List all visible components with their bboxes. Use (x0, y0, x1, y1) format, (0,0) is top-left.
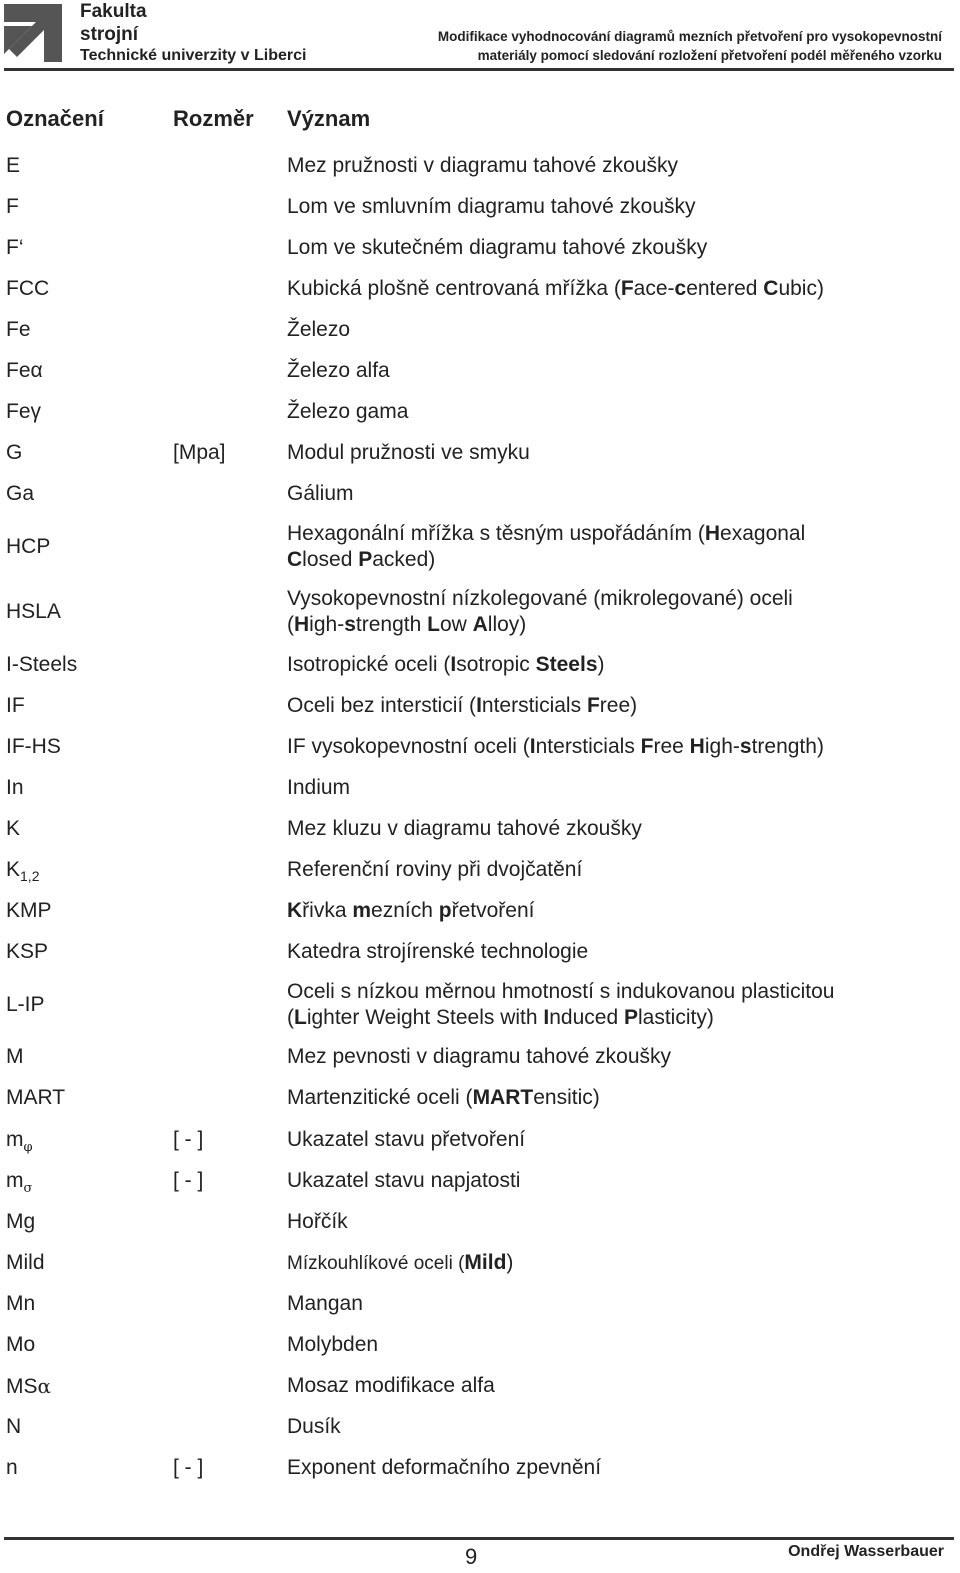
row-meaning: Mízkouhlíkové oceli (Mild) (287, 1251, 514, 1274)
footer-divider (4, 1537, 954, 1540)
row-symbol: In (6, 776, 24, 799)
row-symbol: HSLA (6, 600, 61, 623)
row-meaning: Oceli s nízkou měrnou hmotností s indukovanou plasticitou (Lighter Weight Steels with Induced Plasticity) (287, 980, 835, 1029)
row-symbol: HCP (6, 535, 51, 558)
faculty-line2: strojní (80, 24, 139, 45)
row-symbol: Mn (6, 1292, 36, 1315)
row-symbol: F‘ (6, 236, 24, 259)
row-symbol: Mg (6, 1210, 36, 1233)
row-unit: [ - ] (173, 1169, 204, 1192)
row-meaning: Mez kluzu v diagramu tahové zkoušky (287, 817, 642, 840)
column-header-symbol: Označení (6, 106, 104, 131)
row-meaning: Mangan (287, 1292, 363, 1315)
row-symbol: E (6, 154, 21, 177)
row-meaning: Lom ve skutečném diagramu tahové zkoušky (287, 236, 708, 259)
row-symbol: MART (6, 1086, 66, 1109)
row-symbol: I-Steels (6, 653, 78, 676)
row-symbol: Feα (6, 359, 43, 382)
row-symbol: Feγ (6, 400, 42, 423)
column-header-meaning: Význam (287, 106, 371, 131)
thesis-title-line1: Modifikace vyhodnocování diagramů mezních přetvoření pro vysokopevnostní (437, 29, 942, 44)
row-meaning: Hexagonální mřížka s těsným uspořádáním (Hexagonal Closed Packed) (287, 522, 806, 571)
row-meaning: Křivka mezních přetvoření (287, 899, 535, 922)
row-symbol: F (6, 195, 19, 218)
row-meaning: Kubická plošně centrovaná mřížka (Face-centered Cubic) (287, 277, 824, 300)
row-meaning: Železo alfa (287, 359, 390, 382)
row-symbol: n (6, 1456, 18, 1479)
row-meaning: Hořčík (287, 1210, 348, 1233)
row-symbol: MSα (6, 1374, 52, 1398)
author-name: Ondřej Wasserbauer (788, 1543, 944, 1560)
row-unit: [Mpa] (173, 441, 226, 464)
university-logo (4, 4, 62, 62)
row-symbol: K (6, 817, 21, 840)
row-meaning: Lom ve smluvním diagramu tahové zkoušky (287, 195, 696, 218)
thesis-title-line2: materiály pomocí sledování rozložení přetvoření podél měřeného vzorku (477, 48, 942, 63)
row-symbol: FCC (6, 277, 50, 300)
row-meaning: Martenzitické oceli (MARTensitic) (287, 1086, 600, 1109)
row-meaning: Exponent deformačního zpevnění (287, 1456, 602, 1479)
row-meaning: Oceli bez intersticií (Intersticials Free) (287, 694, 638, 717)
row-unit: [ - ] (173, 1128, 204, 1151)
faculty-line1: Fakulta (80, 1, 147, 22)
column-header-unit: Rozměr (173, 106, 254, 131)
thesis-title (438, 27, 942, 65)
row-meaning: Mez pružnosti v diagramu tahové zkoušky (287, 154, 679, 177)
row-symbol: Mild (6, 1251, 45, 1274)
row-symbol: KSP (6, 940, 49, 963)
row-symbol: M (6, 1045, 24, 1068)
row-meaning: Železo gama (287, 400, 409, 423)
row-symbol: Ga (6, 482, 35, 505)
row-meaning: Referenční roviny při dvojčatění (287, 858, 583, 881)
row-meaning: Modul pružnosti ve smyku (287, 441, 530, 464)
row-meaning: IF vysokopevnostní oceli (Intersticials Free High-strength) (287, 735, 824, 758)
row-meaning: Ukazatel stavu napjatosti (287, 1169, 521, 1192)
row-symbol: $m_\varphi$ (6, 1128, 33, 1155)
row-symbol: Mo (6, 1333, 36, 1356)
row-symbol: IF (6, 694, 25, 717)
header-divider (4, 68, 954, 71)
row-unit: [ - ] (173, 1456, 204, 1479)
row-symbol: L-IP (6, 993, 45, 1016)
row-meaning: Mez pevnosti v diagramu tahové zkoušky (287, 1045, 672, 1068)
row-symbol: IF-HS (6, 735, 61, 758)
row-symbol: N (6, 1415, 22, 1438)
row-meaning: Molybden (287, 1333, 379, 1356)
row-meaning: Mosaz modifikace alfa (287, 1374, 495, 1397)
row-meaning: Vysokopevnostní nízkolegované (mikrolegované) oceli (High-strength Low Alloy) (287, 587, 793, 636)
row-meaning: Dusík (287, 1415, 341, 1438)
row-meaning: Ukazatel stavu přetvoření (287, 1128, 526, 1151)
row-symbol: KMP (6, 899, 52, 922)
row-meaning: Katedra strojírenské technologie (287, 940, 589, 963)
faculty-name (80, 0, 306, 66)
row-symbol: Fe (6, 318, 31, 341)
row-meaning: Gálium (287, 482, 354, 505)
faculty-line3: Technické univerzity v Liberci (80, 47, 307, 64)
row-symbol: $K_{1,2}$ (6, 858, 40, 884)
page-number: 9 (465, 1544, 478, 1569)
row-meaning: Indium (287, 776, 351, 799)
row-symbol: G (6, 441, 23, 464)
row-symbol: $m_\sigma$ (6, 1169, 33, 1196)
row-meaning: Isotropické oceli (Isotropic Steels) (287, 653, 605, 676)
row-meaning: Železo (287, 318, 351, 341)
